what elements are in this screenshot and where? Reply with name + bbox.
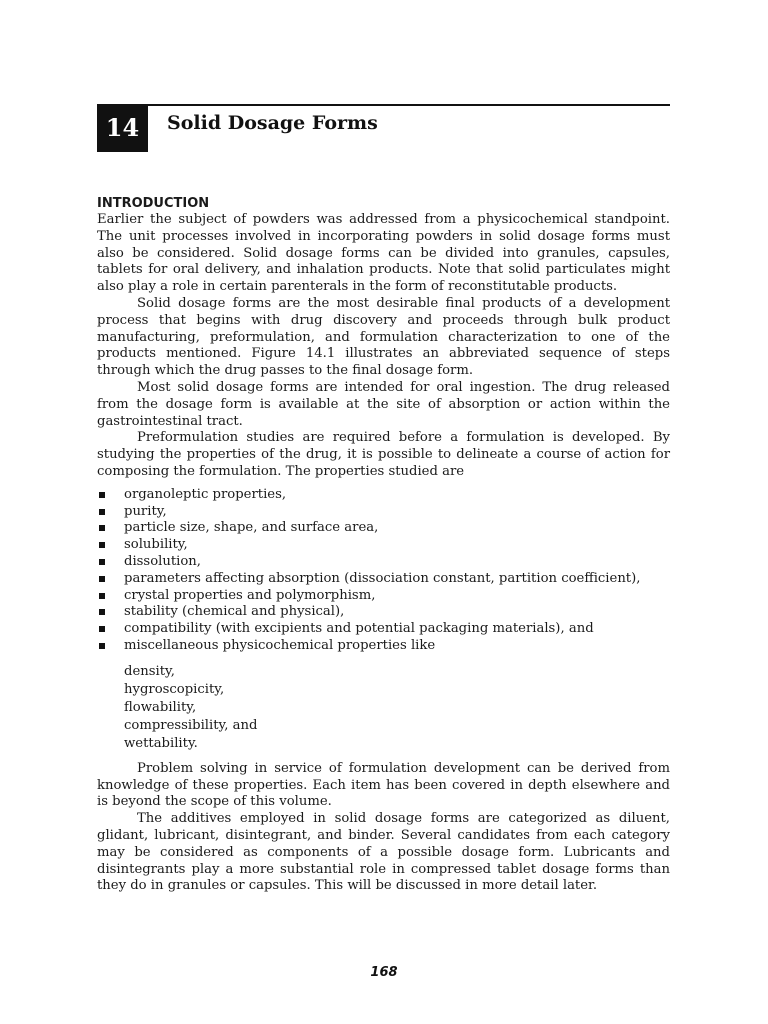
section-heading: INTRODUCTION bbox=[97, 196, 210, 211]
bullet-square-icon bbox=[99, 609, 105, 615]
list-item-text: solubility, bbox=[124, 537, 188, 553]
list-item-text: organoleptic properties, bbox=[124, 486, 287, 502]
sub-list-item: density, bbox=[124, 663, 175, 679]
paragraph: Most solid dosage forms are intended for oral ingestion. The drug released from the dosage form is available at the site of absorption or action within the gastrointestinal tract. bbox=[97, 379, 670, 429]
list-item-text: miscellaneous physicochemical properties like bbox=[124, 637, 436, 653]
list-item bbox=[97, 487, 670, 504]
bullet-square-icon bbox=[99, 643, 105, 649]
sub-property-list bbox=[97, 663, 670, 753]
list-item bbox=[97, 520, 670, 537]
sub-list-item: wettability. bbox=[124, 735, 198, 751]
list-item bbox=[97, 571, 670, 588]
list-item bbox=[97, 588, 670, 605]
paragraph: Solid dosage forms are the most desirable final products of a development process that begins with drug discovery and proceeds through bulk product manufacturing, preformulation, and formulation characterization to one of the products mentioned. Figure 14.1 illustrates an abbreviated sequence of steps through which the drug passes to the final dosage form. bbox=[97, 295, 670, 379]
paragraph: Problem solving in service of formulation development can be derived from knowledge of these properties. Each item has been covered in depth elsewhere and is beyond the scope of this volume. bbox=[97, 760, 670, 810]
bullet-square-icon bbox=[99, 509, 105, 515]
bullet-square-icon bbox=[99, 593, 105, 599]
list-item-text: dissolution, bbox=[124, 553, 201, 569]
page-number: 168 bbox=[370, 965, 398, 980]
bullet-square-icon bbox=[99, 542, 105, 548]
list-item bbox=[97, 554, 670, 571]
paragraph: The additives employed in solid dosage forms are categorized as diluent, glidant, lubricant, disintegrant, and binder. Several candidates from each category may be considered as components of a possible dosage form. Lubricants and disintegrants play a more substantial role in compressed tablet dosage forms than they do in granules or capsules. This will be discussed in more detail later. bbox=[97, 811, 670, 894]
bullet-square-icon bbox=[99, 576, 105, 582]
page-body bbox=[97, 196, 670, 895]
paragraph: Preformulation studies are required before a formulation is developed. By studying the properties of the drug, it is possible to delineate a course of action for composing the formulation. The properties studied are bbox=[97, 430, 670, 479]
sub-list-item: flowability, bbox=[124, 699, 197, 715]
list-item bbox=[97, 537, 670, 554]
bullet-square-icon bbox=[99, 626, 105, 632]
list-item bbox=[97, 621, 670, 638]
paragraph: Earlier the subject of powders was addressed from a physicochemical standpoint. The unit processes involved in incorporating powders in solid dosage forms must also be considered. Solid dosage forms can be divided into granules, capsules, tablets for oral delivery, and inhalation products. Note that solid particulates might also play a role in certain parenterals in the form of reconstitutable products. bbox=[97, 212, 670, 295]
sub-list-item: hygroscopicity, bbox=[124, 681, 225, 697]
list-item bbox=[97, 604, 670, 621]
list-item-text: purity, bbox=[124, 503, 167, 519]
list-item-text: parameters affecting absorption (dissociation constant, partition coefficient), bbox=[124, 570, 641, 586]
list-item-text: stability (chemical and physical), bbox=[124, 604, 345, 620]
property-list bbox=[97, 487, 670, 655]
list-item-text: particle size, shape, and surface area, bbox=[124, 520, 379, 536]
list-item bbox=[97, 504, 670, 521]
bullet-square-icon bbox=[99, 492, 105, 498]
bullet-square-icon bbox=[99, 559, 105, 565]
chapter-number: 14 bbox=[97, 106, 148, 152]
list-item-text: crystal properties and polymorphism, bbox=[124, 587, 376, 603]
sub-list-item: compressibility, and bbox=[124, 717, 258, 733]
header-rule bbox=[97, 104, 670, 106]
bullet-square-icon bbox=[99, 525, 105, 531]
list-item bbox=[97, 638, 670, 655]
chapter-title: Solid Dosage Forms bbox=[167, 112, 378, 134]
list-item-text: compatibility (with excipients and potential packaging materials), and bbox=[124, 621, 594, 637]
